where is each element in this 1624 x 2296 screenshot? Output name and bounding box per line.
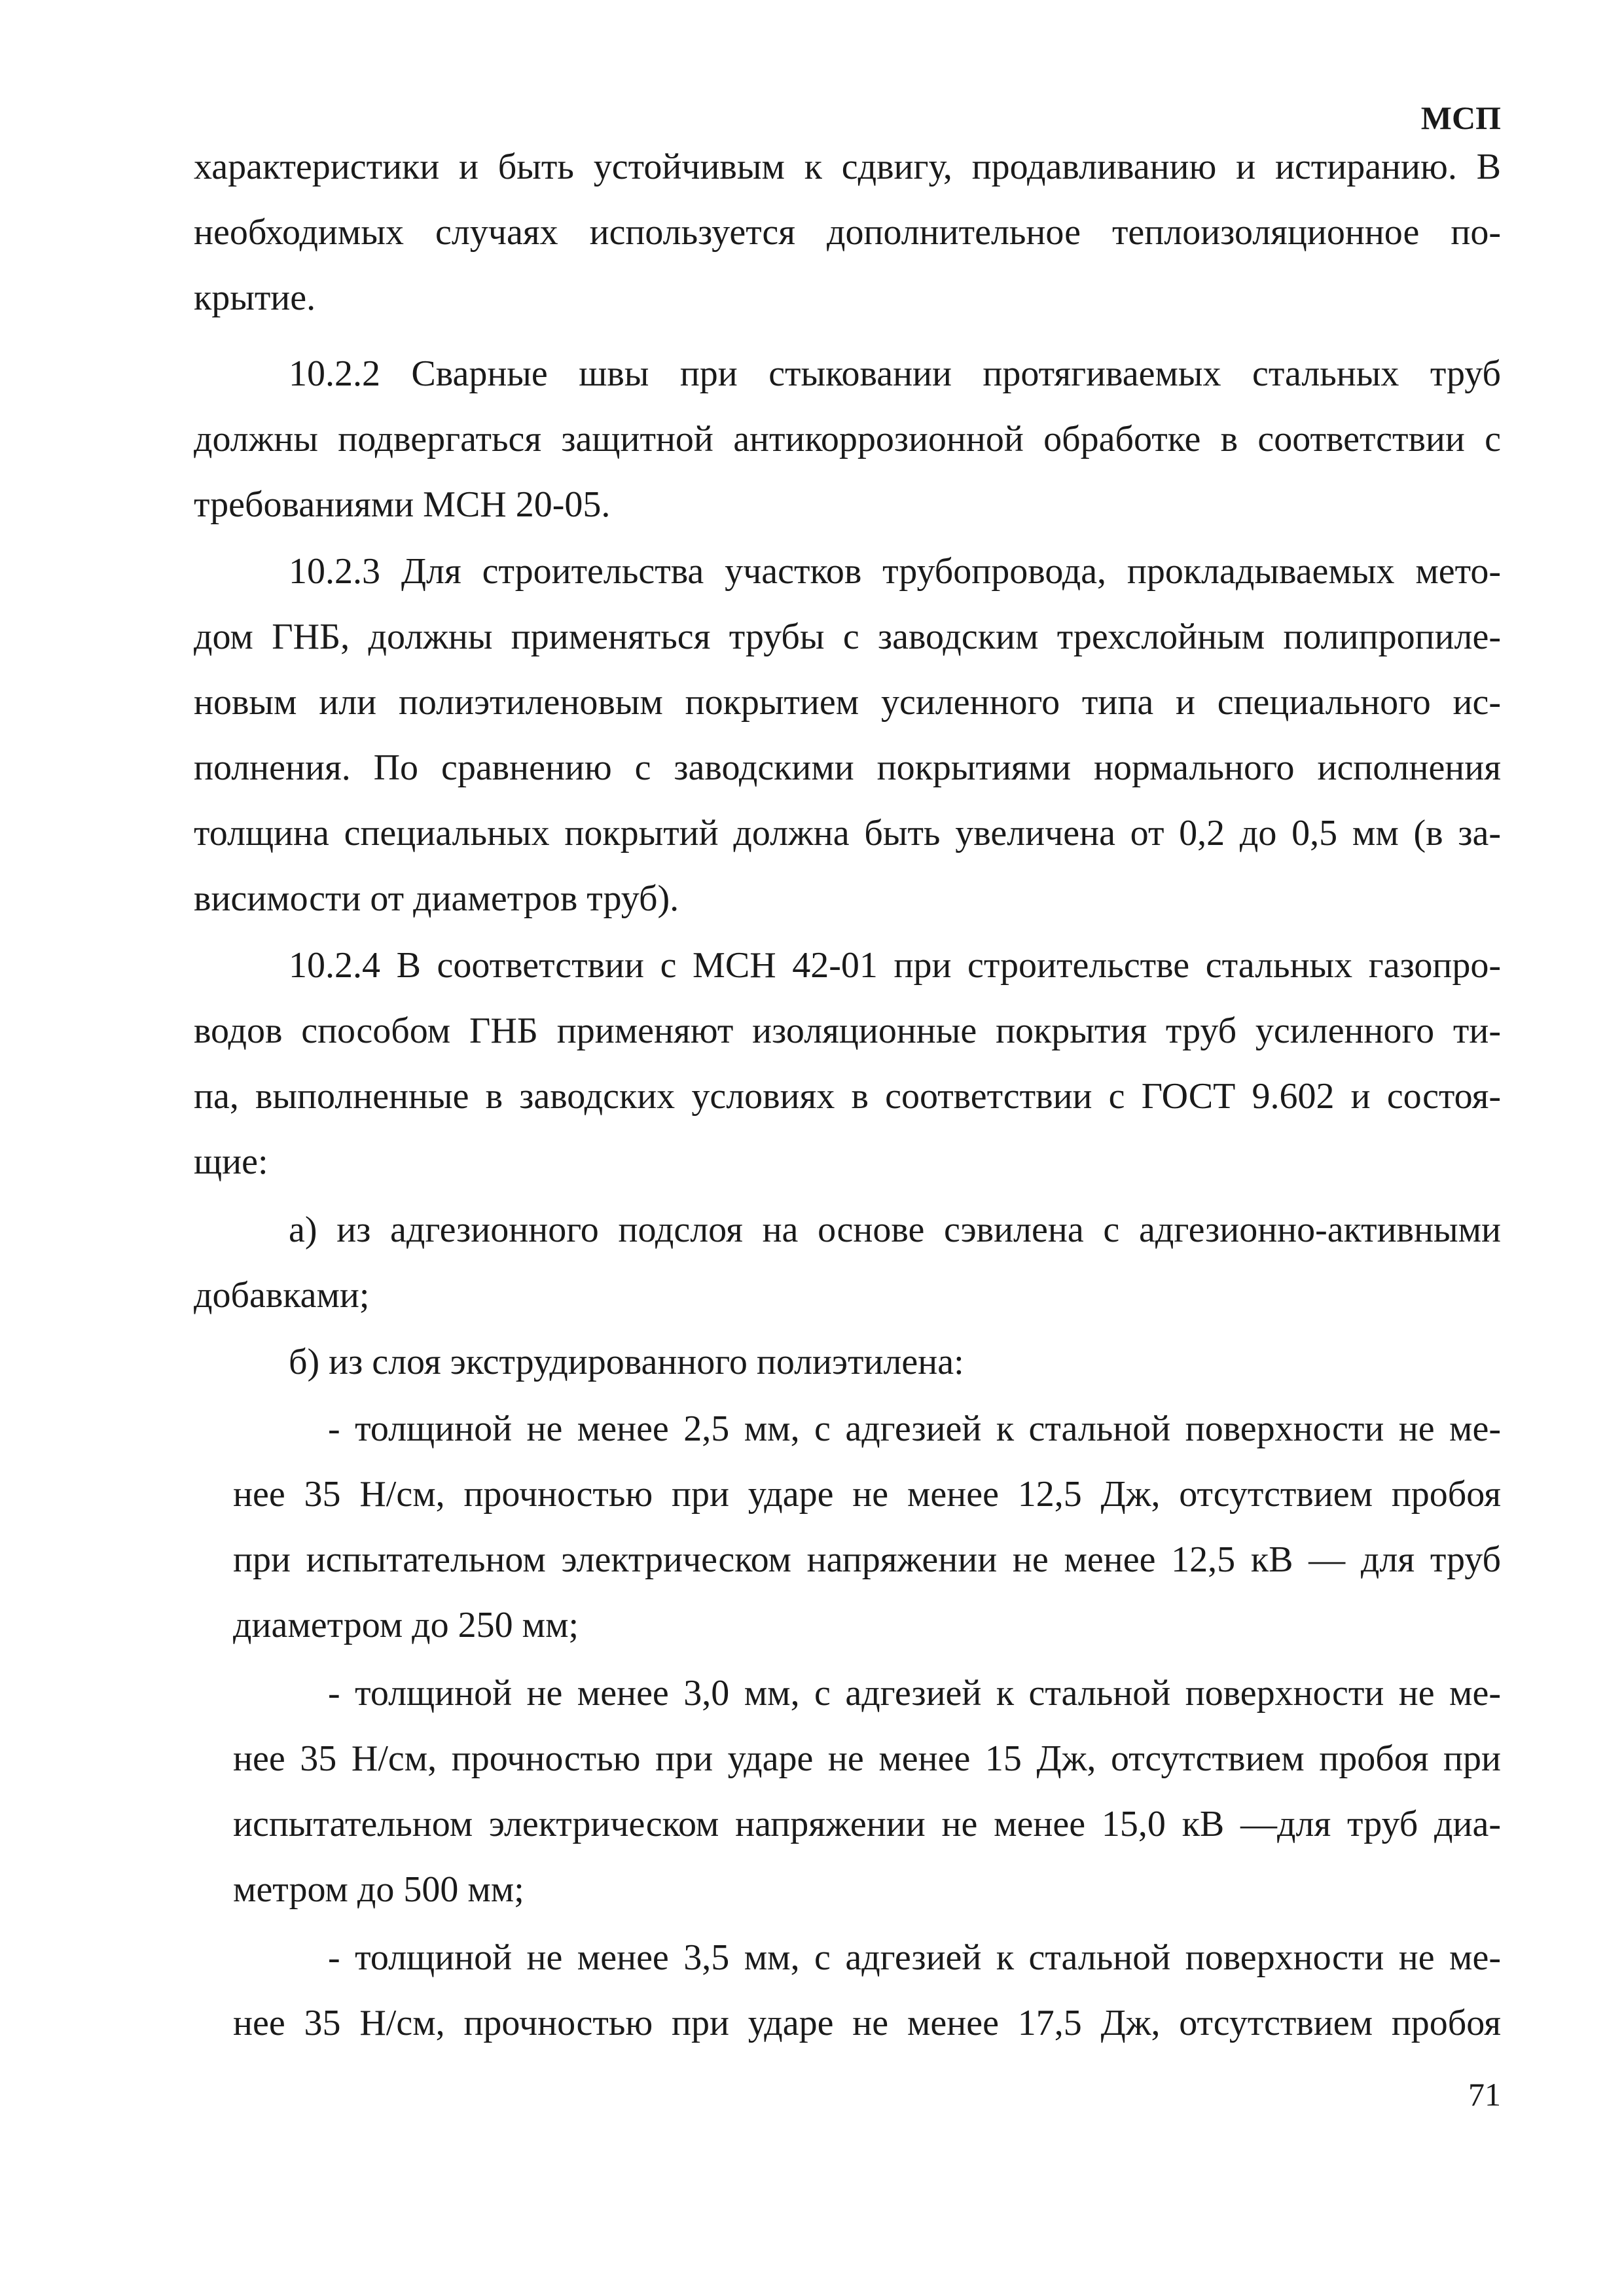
text-line: - толщиной не менее 2,5 мм, с адгезией к стальной поверхности не ме- [328,1408,1501,1449]
text-line: па, выполненные в заводских условиях в соответствии с ГОСТ 9.602 и состоя- [194,1076,1501,1117]
text-line: щие: [194,1141,268,1182]
text-line: метром до 500 мм; [233,1869,524,1910]
text-line: 10.2.3 Для строительства участков трубопровода, прокладываемых мето- [289,551,1501,592]
text-line: висимости от диаметров труб). [194,878,679,919]
text-line: должны подвергаться защитной антикоррозионной обработке в соответствии с [194,419,1501,459]
text-line: при испытательном электрическом напряжении не менее 12,5 кВ — для труб [233,1539,1501,1580]
text-line: нее 35 Н/см, прочностью при ударе не менее 17,5 Дж, отсутствием пробоя [233,2003,1501,2043]
text-line: толщина специальных покрытий должна быть увеличена от 0,2 до 0,5 мм (в за- [194,813,1501,853]
text-line: крытие. [194,278,316,318]
text-line: нее 35 Н/см, прочностью при ударе не менее 12,5 Дж, отсутствием пробоя [233,1474,1501,1515]
page-number: 71 [1468,2076,1501,2113]
text-line: добавками; [194,1275,370,1316]
text-line: а) из адгезионного подслоя на основе сэвилена с адгезионно-активными [289,1210,1501,1250]
text-line: требованиями МСН 20-05. [194,484,611,525]
text-line: диаметром до 250 мм; [233,1605,579,1645]
text-line: б) из слоя экструдированного полиэтилена: [289,1342,964,1382]
text-line: - толщиной не менее 3,0 мм, с адгезией к стальной поверхности не ме- [328,1673,1501,1713]
text-line: новым или полиэтиленовым покрытием усиленного типа и специального ис- [194,682,1501,723]
text-line: полнения. По сравнению с заводскими покрытиями нормального исполнения [194,747,1501,788]
text-line: водов способом ГНБ применяют изоляционные покрытия труб усиленного ти- [194,1011,1501,1051]
text-line: характеристики и быть устойчивым к сдвигу, продавливанию и истиранию. В [194,147,1501,187]
text-line: - толщиной не менее 3,5 мм, с адгезией к стальной поверхности не ме- [328,1937,1501,1978]
text-line: нее 35 Н/см, прочностью при ударе не менее 15 Дж, отсутствием пробоя при [233,1738,1501,1779]
text-line: дом ГНБ, должны применяться трубы с заводским трехслойным полипропиле- [194,617,1501,657]
text-line: испытательном электрическом напряжении не менее 15,0 кВ —для труб диа- [233,1804,1501,1844]
text-line: необходимых случаях используется дополнительное теплоизоляционное по- [194,212,1501,253]
text-line: 10.2.4 В соответствии с МСН 42-01 при строительстве стальных газопро- [289,945,1501,986]
document-code-header: МСП [1420,99,1501,136]
text-line: 10.2.2 Сварные швы при стыковании протягиваемых стальных труб [289,353,1501,394]
